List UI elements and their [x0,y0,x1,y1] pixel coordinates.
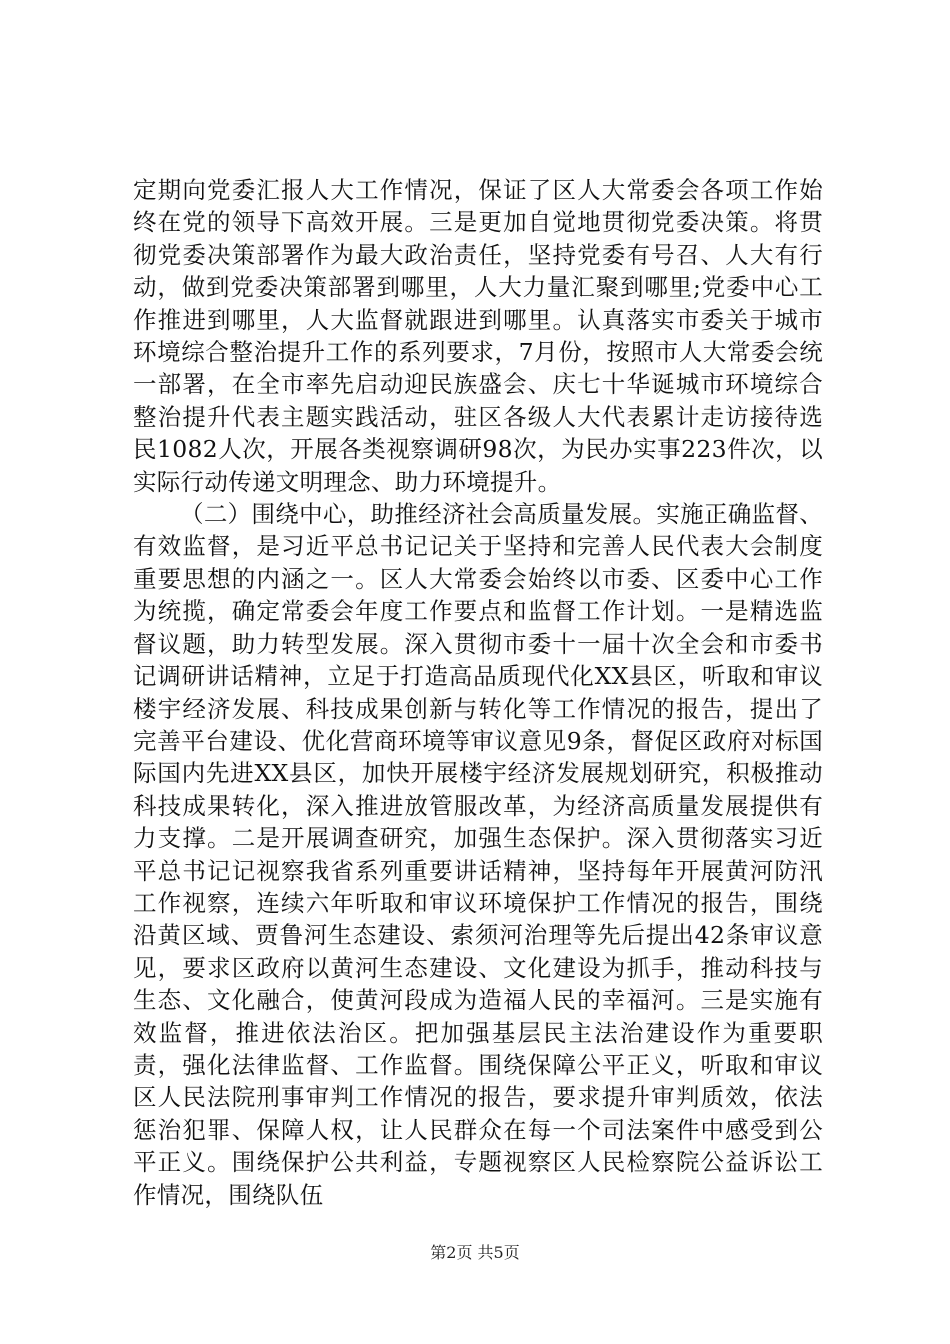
paragraph-1: 定期向党委汇报人大工作情况，保证了区人大常委会各项工作始终在党的领导下高效开展。三是更加自觉地贯彻党委决策。将贯彻党委决策部署作为最大政治责任，坚持党委有号召、人大有行动，做到党委决策部署到哪里，人大力量汇聚到哪里;党委中心工作推进到哪里，人大监督就跟进到哪里。认真落实市委关于城市环境综合整治提升工作的系列要求，7月份，按照市人大常委会统一部署，在全市率先启动迎民族盛会、庆七十华诞城市环境综合整治提升代表主题实践活动，驻区各级人大代表累计走访接待选民1082人次，开展各类视察调研98次，为民办实事223件次，以实际行动传递文明理念、助力环境提升。 [133,176,823,496]
paragraph-2: （二）围绕中心，助推经济社会高质量发展。实施正确监督、有效监督，是习近平总书记记关于坚持和完善人民代表大会制度重要思想的内涵之一。区人大常委会始终以市委、区委中心工作为统揽，确定常委会年度工作要点和监督工作计划。一是精选监督议题，助力转型发展。深入贯彻市委十一届十次全会和市委书记调研讲话精神，立足于打造高品质现代化XX县区，听取和审议楼宇经济发展、科技成果创新与转化等工作情况的报告，提出了完善平台建设、优化营商环境等审议意见9条，督促区政府对标国际国内先进XX县区，加快开展楼宇经济发展规划研究，积极推动科技成果转化，深入推进放管服改革，为经济高质量发展提供有力支撑。二是开展调查研究，加强生态保护。深入贯彻落实习近平总书记记视察我省系列重要讲话精神，坚持每年开展黄河防汛工作视察，连续六年听取和审议环境保护工作情况的报告，围绕沿黄区域、贾鲁河生态建设、索须河治理等先后提出42条审议意见，要求区政府以黄河生态建设、文化建设为抓手，推动科技与生态、文化融合，使黄河段成为造福人民的幸福河。三是实施有效监督，推进依法治区。把加强基层民主法治建设作为重要职责，强化法律监督、工作监督。围绕保障公平正义，听取和审议区人民法院刑事审判工作情况的报告，要求提升审判质效，依法惩治犯罪、保障人权，让人民群众在每一个司法案件中感受到公平正义。围绕保护公共利益，专题视察区人民检察院公益诉讼工作情况，围绕队伍 [133,500,823,1209]
page-footer: 第2页 共5页 [430,1243,520,1262]
document-body [133,174,823,1211]
